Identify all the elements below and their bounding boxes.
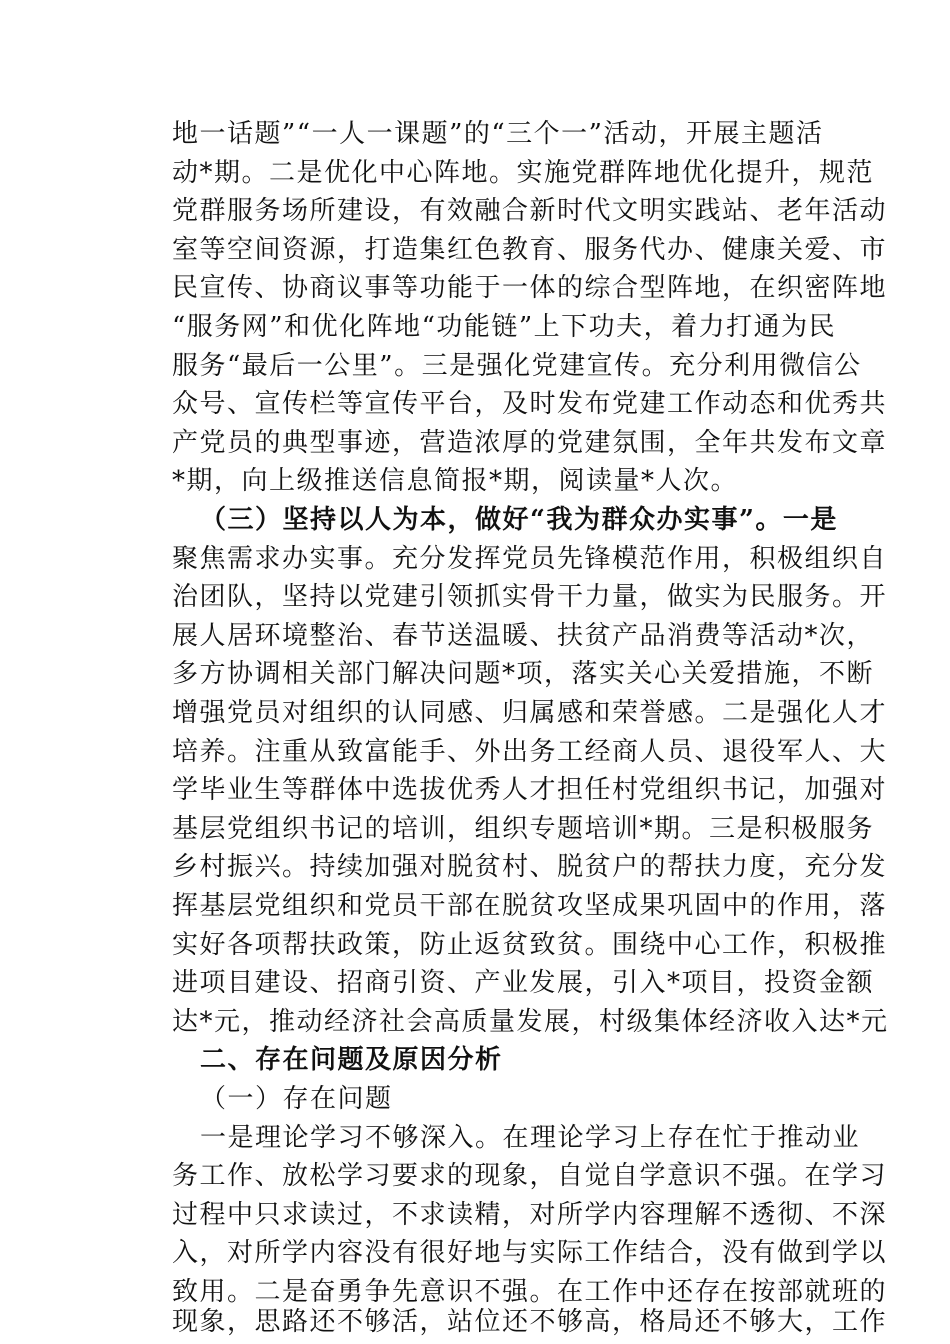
paragraph-line: 培养。注重从致富能手、外出务工经商人员、退役军人、大 bbox=[172, 737, 888, 767]
paragraph-line: 服务“最后一公里”。三是强化党建宣传。充分利用微信公 bbox=[172, 351, 862, 381]
paragraph-line: 增强党员对组织的认同感、归属感和荣誉感。二是强化人才 bbox=[172, 698, 888, 728]
paragraph-line: 现象，思路还不够活，站位还不够高，格局还不够大，工作 bbox=[172, 1307, 888, 1337]
paragraph-line: 产党员的典型事迹，营造浓厚的党建氛围，全年共发布文章 bbox=[172, 428, 888, 458]
paragraph-line: 致用。二是奋勇争先意识不强。在工作中还存在按部就班的 bbox=[172, 1277, 888, 1307]
paragraph-line: 室等空间资源，打造集红色教育、服务代办、健康关爱、市 bbox=[172, 235, 888, 265]
paragraph-line: 动*期。二是优化中心阵地。实施党群阵地优化提升，规范 bbox=[172, 158, 875, 188]
paragraph-line: “服务网”和优化阵地“功能链”上下功夫，着力打通为民 bbox=[172, 312, 837, 342]
paragraph-line: 治团队，坚持以党建引领抓实骨干力量，做实为民服务。开 bbox=[172, 582, 888, 612]
paragraph-line: 展人居环境整治、春节送温暖、扶贫产品消费等活动*次， bbox=[172, 621, 875, 651]
paragraph-line: *期，向上级推送信息简报*期，阅读量*人次。 bbox=[172, 466, 739, 496]
paragraph-line: 挥基层党组织和党员干部在脱贫攻坚成果巩固中的作用，落 bbox=[172, 891, 888, 921]
paragraph-line: 学毕业生等群体中选拔优秀人才担任村党组织书记，加强对 bbox=[172, 775, 888, 805]
paragraph-line: 聚焦需求办实事。充分发挥党员先锋模范作用，积极组织自 bbox=[172, 544, 888, 574]
paragraph-line: 务工作、放松学习要求的现象，自觉自学意识不强。在学习 bbox=[172, 1161, 888, 1191]
paragraph-line: 众号、宣传栏等宣传平台，及时发布党建工作动态和优秀共 bbox=[172, 389, 888, 419]
paragraph-line: 党群服务场所建设，有效融合新时代文明实践站、老年活动 bbox=[172, 196, 888, 226]
subheading-line: （三）坚持以人为本，做好“我为群众办实事”。一是 bbox=[200, 505, 838, 535]
section-heading: 二、存在问题及原因分析 bbox=[200, 1045, 503, 1075]
paragraph-line: 入，对所学内容没有很好地与实际工作结合，没有做到学以 bbox=[172, 1238, 888, 1268]
paragraph-line: 多方协调相关部门解决问题*项，落实关心关爱措施，不断 bbox=[172, 659, 875, 689]
paragraph-line: 达*元，推动经济社会高质量发展，村级集体经济收入达*元 bbox=[172, 1007, 889, 1037]
paragraph-line: 民宣传、协商议事等功能于一体的综合型阵地，在织密阵地 bbox=[172, 273, 888, 303]
paragraph-line: 地一话题”“一人一课题”的“三个一”活动，开展主题活 bbox=[172, 119, 824, 149]
paragraph-line: 基层党组织书记的培训，组织专题培训*期。三是积极服务 bbox=[172, 814, 875, 844]
paragraph-line: 过程中只求读过，不求读精，对所学内容理解不透彻、不深 bbox=[172, 1200, 888, 1230]
paragraph-line: 进项目建设、招商引资、产业发展，引入*项目，投资金额 bbox=[172, 968, 875, 998]
subsection-heading: （一）存在问题 bbox=[200, 1084, 393, 1114]
paragraph-line: 乡村振兴。持续加强对脱贫村、脱贫户的帮扶力度，充分发 bbox=[172, 852, 888, 882]
paragraph-line: 实好各项帮扶政策，防止返贫致贫。围绕中心工作，积极推 bbox=[172, 930, 888, 960]
paragraph-line: 一是理论学习不够深入。在理论学习上存在忙于推动业 bbox=[200, 1123, 861, 1153]
